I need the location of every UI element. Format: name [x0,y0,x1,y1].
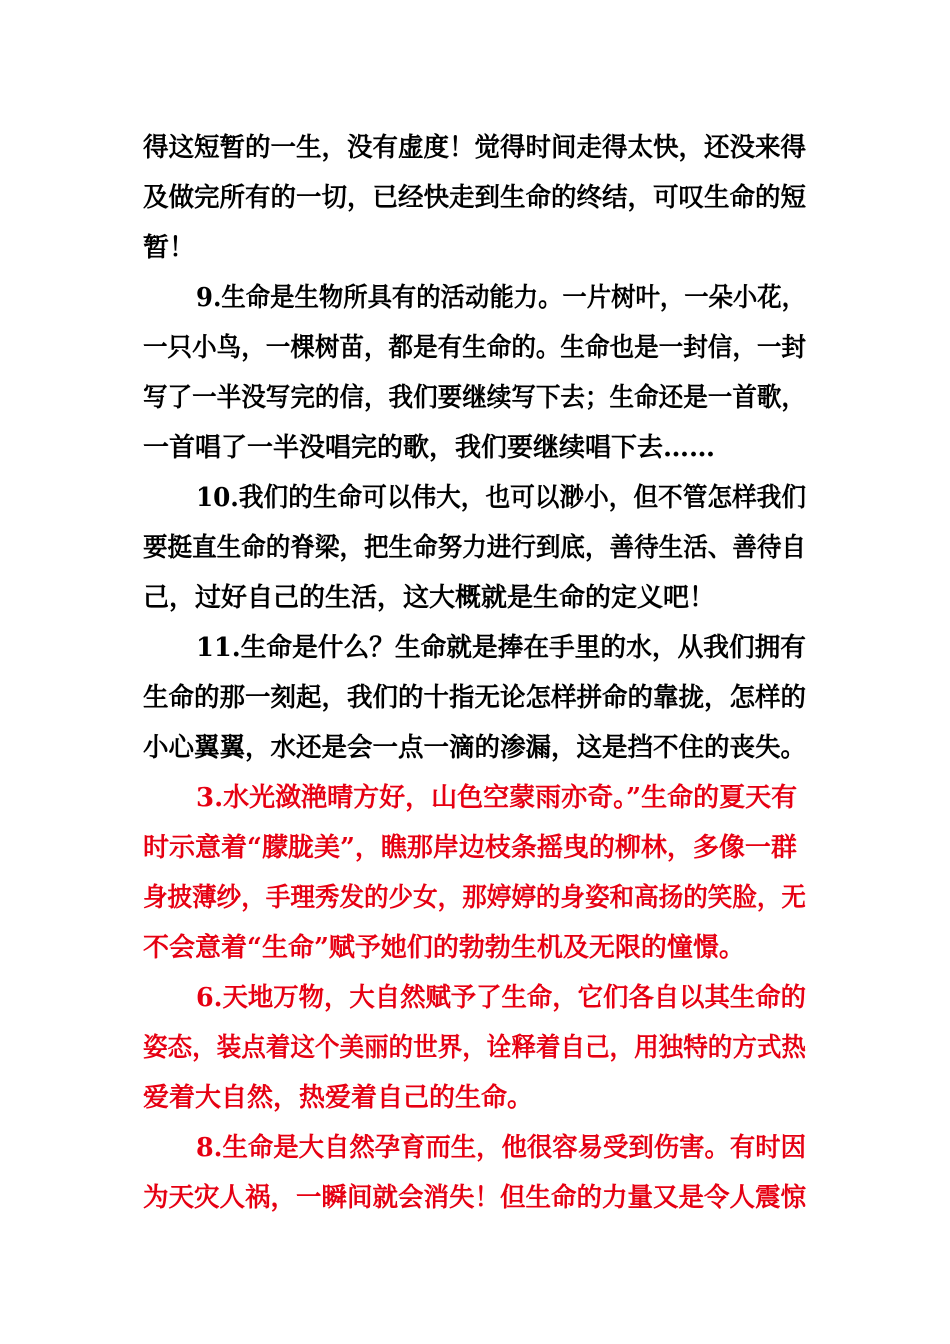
text-line [0,423,950,473]
text-line [0,373,950,423]
line-text: 姿态，装点着这个美丽的世界，诠释着自己，用独特的方式热 [143,1033,806,1063]
line-text: 3.水光潋滟晴方好，山色空蒙雨亦奇。”生命的夏天有 [196,783,798,813]
text-line [0,623,950,673]
text-line-highlighted [0,973,950,1023]
text-line [0,123,950,173]
text-line [0,223,950,273]
text-line-highlighted [0,773,950,823]
text-line-highlighted [0,923,950,973]
line-text: 要挺直生命的脊梁，把生命努力进行到底，善待生活、善待自 [143,533,806,563]
line-text: 一只小鸟，一棵树苗，都是有生命的。生命也是一封信，一封 [143,333,806,363]
line-text: 小心翼翼，水还是会一点一滴的渗漏，这是挡不住的丧失。 [143,733,806,763]
line-text: 9.生命是生物所具有的活动能力。一片树叶，一朵小花， [196,283,806,313]
line-text: 10.我们的生命可以伟大，也可以渺小，但不管怎样我们 [196,483,806,513]
line-text: 6.天地万物，大自然赋予了生命，它们各自以其生命的 [196,983,806,1013]
line-text: 时示意着“朦胧美”，瞧那岸边枝条摇曳的柳林，多像一群 [143,833,797,863]
text-line-highlighted [0,873,950,923]
text-line-highlighted [0,1073,950,1123]
line-text: 爱着大自然，热爱着自己的生命。 [143,1083,534,1113]
text-line [0,573,950,623]
text-line [0,273,950,323]
line-text: 生命的那一刻起，我们的十指无论怎样拼命的靠拢，怎样的 [143,683,806,713]
line-text: 写了一半没写完的信，我们要继续写下去；生命还是一首歌， [143,383,806,413]
text-line [0,473,950,523]
line-text: 暂！ [143,233,196,263]
line-text: 8.生命是大自然孕育而生，他很容易受到伤害。有时因 [196,1133,806,1163]
line-text: 己，过好自己的生活，这大概就是生命的定义吧！ [143,583,716,613]
text-line-highlighted [0,1023,950,1073]
text-line-highlighted [0,1123,950,1173]
line-text: 一首唱了一半没唱完的歌，我们要继续唱下去…… [143,433,716,463]
line-text: 身披薄纱，手理秀发的少女，那婷婷的身姿和高扬的笑脸，无 [143,883,806,913]
line-text: 11.生命是什么？生命就是捧在手里的水，从我们拥有 [196,633,806,663]
line-text: 及做完所有的一切，已经快走到生命的终结，可叹生命的短 [143,183,806,213]
text-line [0,673,950,723]
line-text: 为天灾人祸，一瞬间就会消失！但生命的力量又是令人震惊 [143,1183,806,1213]
text-line [0,173,950,223]
line-text: 得这短暂的一生，没有虚度！觉得时间走得太快，还没来得 [143,133,806,163]
text-line [0,723,950,773]
text-line [0,523,950,573]
text-line-highlighted [0,1173,950,1223]
line-text: 不会意着“生命”赋予她们的勃勃生机及无限的憧憬。 [143,933,745,963]
text-line-highlighted [0,823,950,873]
text-line [0,323,950,373]
